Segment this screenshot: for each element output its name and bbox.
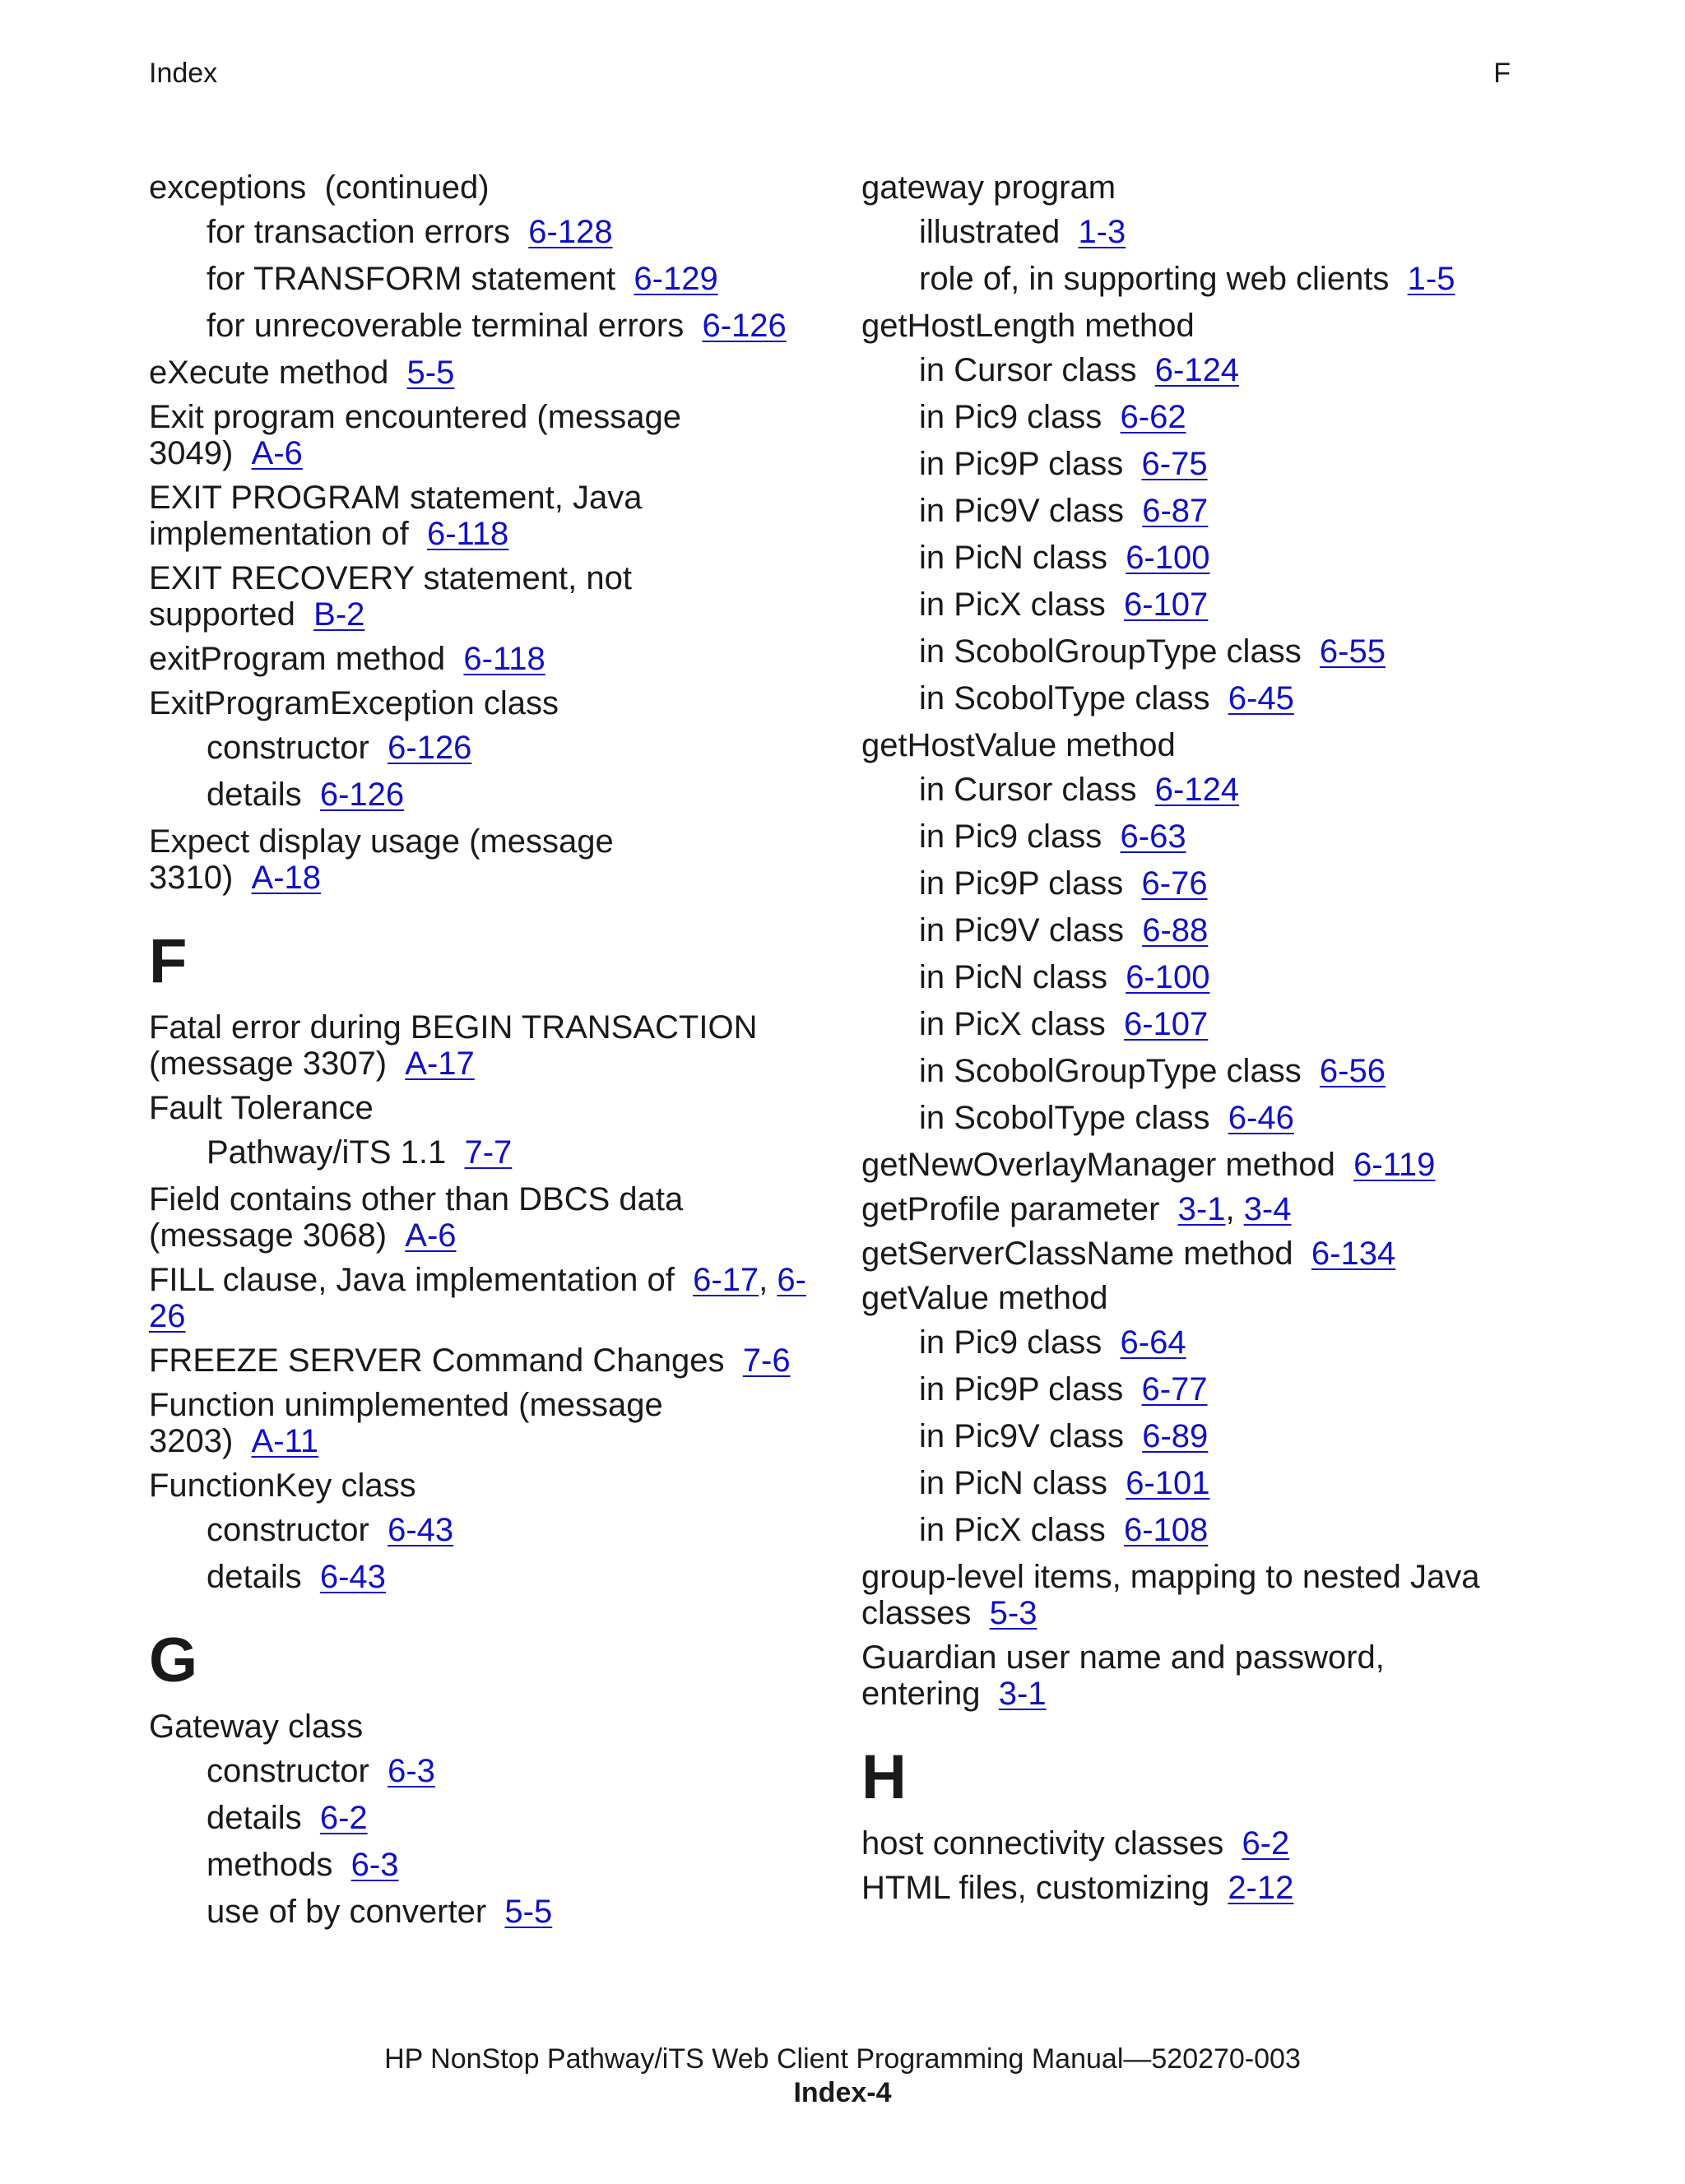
entry-text: Fault Tolerance	[149, 1090, 374, 1126]
index-entry	[149, 685, 824, 721]
index-subentry	[861, 214, 1536, 250]
entry-text: in Pic9 class	[919, 399, 1102, 435]
index-entry	[861, 727, 1536, 763]
entry-text: constructor	[207, 1753, 369, 1789]
page-reference-link[interactable]: 6-124	[1154, 772, 1240, 808]
entry-text: role of, in supporting web clients	[919, 261, 1390, 297]
index-subentry	[149, 1753, 824, 1789]
index-entry	[861, 1639, 1536, 1712]
section-letter-g: G	[149, 1625, 198, 1695]
entry-text: in ScobolGroupType class	[919, 1053, 1302, 1089]
entry-text: Function unimplemented (message 3203)	[149, 1387, 663, 1459]
entry-text: in ScobolType class	[919, 1100, 1210, 1136]
page-reference-link[interactable]: 6-126	[388, 730, 472, 766]
page-reference-link[interactable]: 6-100	[1126, 959, 1210, 995]
entry-text: exitProgram method	[149, 641, 446, 677]
index-column-right	[861, 169, 1536, 1914]
page-reference-link[interactable]: 6-134	[1311, 1236, 1396, 1272]
index-entry	[149, 1342, 824, 1379]
index-subentry	[861, 1006, 1536, 1042]
index-entry	[861, 1236, 1536, 1272]
index-subentry	[861, 959, 1536, 995]
page-footer	[0, 2043, 1685, 2109]
entry-text: getProfile parameter	[861, 1191, 1160, 1227]
page-reference-link[interactable]: 6-62	[1120, 399, 1186, 435]
page-reference-link[interactable]: 6-26	[149, 1262, 806, 1334]
entry-text: illustrated	[919, 214, 1061, 250]
index-entry: getProfile parameter 3-1, 3-4	[861, 1191, 1292, 1227]
entry-text: constructor	[207, 1512, 369, 1548]
entry-text: in PicN class	[919, 1465, 1107, 1501]
index-subentry	[861, 1418, 1536, 1454]
page-reference-link[interactable]: 6-101	[1126, 1465, 1210, 1501]
index-entry	[861, 169, 1536, 206]
index-entry	[149, 641, 824, 677]
entry-text: in Pic9P class	[919, 865, 1124, 902]
section-letter-f: F	[149, 926, 188, 996]
page-reference-link[interactable]: 6-75	[1141, 446, 1208, 482]
page-reference-link[interactable]: 6-87	[1142, 493, 1209, 529]
index-subentry	[861, 680, 1536, 716]
page-reference-link[interactable]: 6-126	[319, 777, 405, 813]
entry-text: in Pic9V class	[919, 912, 1124, 948]
entry-text: in Pic9P class	[919, 1371, 1124, 1407]
page-reference-link[interactable]: 6-77	[1141, 1371, 1208, 1407]
entry-text: constructor	[207, 730, 369, 766]
index-entry	[149, 480, 824, 552]
page-reference-link[interactable]: 6-56	[1319, 1053, 1386, 1089]
index-subentry	[861, 865, 1536, 902]
entry-text: host connectivity classes	[861, 1825, 1224, 1862]
page-reference-link[interactable]: 2-12	[1228, 1870, 1294, 1906]
entry-text: gateway program	[861, 169, 1116, 206]
entry-text: getHostValue method	[861, 727, 1176, 763]
index-subentry	[861, 1100, 1536, 1136]
index-entry	[149, 399, 824, 471]
page-reference-link[interactable]: A-11	[251, 1423, 319, 1459]
page-reference-link[interactable]: 6-129	[634, 261, 718, 297]
page-reference-link[interactable]: 6-43	[388, 1512, 454, 1548]
page-reference-link[interactable]: A-17	[405, 1046, 475, 1082]
index-entry	[149, 355, 824, 391]
entry-text: in Pic9 class	[919, 818, 1102, 855]
page-reference-link[interactable]: 3-4	[1243, 1191, 1292, 1227]
entry-text: FunctionKey class	[149, 1468, 416, 1504]
entry-text: in ScobolGroupType class	[919, 633, 1302, 670]
page-reference-link[interactable]: 6-107	[1123, 1006, 1209, 1042]
page-reference-link[interactable]: 6-128	[528, 214, 613, 250]
page-reference-link[interactable]: 6-88	[1142, 912, 1209, 948]
index-subentry	[861, 399, 1536, 435]
entry-text: getValue method	[861, 1280, 1108, 1316]
index-subentry	[149, 261, 824, 297]
index-subentry	[861, 587, 1536, 623]
index-entry	[149, 560, 824, 633]
entry-text: getNewOverlayManager method	[861, 1147, 1335, 1183]
entry-text: ExitProgramException class	[149, 685, 559, 721]
index-subentry	[861, 446, 1536, 482]
entry-text: in PicN class	[919, 959, 1107, 995]
page-reference-link[interactable]: 6-124	[1154, 352, 1240, 388]
index-subentry	[861, 1053, 1536, 1089]
entry-text: in Pic9V class	[919, 493, 1124, 529]
entry-text: in Pic9 class	[919, 1324, 1102, 1361]
page-reference-link[interactable]: 5-5	[504, 1894, 553, 1930]
entry-text: details	[207, 1559, 302, 1595]
index-subentry	[861, 540, 1536, 576]
page-number: Index-4	[793, 2077, 892, 2108]
page-reference-link[interactable]: 6-2	[319, 1800, 368, 1836]
index-entry	[149, 1009, 824, 1082]
index-subentry	[149, 214, 824, 250]
index-subentry	[149, 730, 824, 766]
entry-text: eXecute method	[149, 355, 389, 391]
index-subentry	[861, 818, 1536, 855]
index-subentry	[861, 1465, 1536, 1501]
page-reference-link[interactable]: A-6	[251, 435, 303, 471]
entry-text: for unrecoverable terminal errors	[207, 308, 685, 344]
entry-text: FILL clause, Java implementation of	[149, 1262, 675, 1298]
entry-text: getHostLength method	[861, 308, 1195, 344]
entry-text: in PicX class	[919, 1512, 1106, 1548]
index-entry	[861, 1870, 1536, 1906]
page-reference-link[interactable]: 6-108	[1123, 1512, 1209, 1548]
index-subentry	[149, 777, 824, 813]
index-subentry	[861, 352, 1536, 388]
page-reference-link[interactable]: 6-64	[1120, 1324, 1186, 1361]
entry-text: in Cursor class	[919, 352, 1137, 388]
running-header-section: Index	[149, 58, 218, 89]
index-subentry	[149, 1134, 824, 1171]
page-reference-link[interactable]: 6-76	[1141, 865, 1208, 902]
index-entry	[861, 1559, 1536, 1631]
page-reference-link[interactable]: 6-3	[350, 1847, 399, 1883]
page-reference-link[interactable]: 5-5	[406, 355, 455, 391]
page-reference-link[interactable]: 6-63	[1120, 818, 1186, 855]
index-entry	[861, 1147, 1536, 1183]
section-letter-h: H	[861, 1742, 907, 1812]
index-entry	[149, 1468, 824, 1504]
entry-text: methods	[207, 1847, 333, 1883]
entry-text: details	[207, 777, 302, 813]
index-entry	[149, 1181, 824, 1254]
index-entry	[861, 1280, 1536, 1316]
index-entry	[149, 1090, 824, 1126]
entry-text: in PicX class	[919, 587, 1106, 623]
entry-text: getServerClassName method	[861, 1236, 1293, 1272]
entry-text: Fatal error during BEGIN TRANSACTION (message 3307)	[149, 1009, 758, 1082]
entry-text: group-level items, mapping to nested Java classes	[861, 1559, 1480, 1631]
page-reference-link[interactable]: 6-89	[1142, 1418, 1209, 1454]
entry-text: FREEZE SERVER Command Changes	[149, 1342, 725, 1379]
index-entry	[149, 169, 824, 206]
index-entry	[861, 308, 1536, 344]
entry-text: use of by converter	[207, 1894, 487, 1930]
page-reference-link[interactable]: 6-118	[426, 516, 509, 552]
index-subentry	[149, 1894, 824, 1930]
index-subentry	[861, 912, 1536, 948]
index-subentry	[861, 261, 1536, 297]
page-reference-link[interactable]: B-2	[313, 596, 365, 633]
entry-text: in PicX class	[919, 1006, 1106, 1042]
page-reference-link[interactable]: 6-119	[1353, 1147, 1436, 1183]
entry-text: for TRANSFORM statement	[207, 261, 616, 297]
page-reference-link[interactable]: 6-100	[1126, 540, 1210, 576]
index-entry	[149, 823, 824, 896]
entry-text: EXIT PROGRAM statement, Java implementation of	[149, 480, 643, 552]
index-entry	[149, 1709, 824, 1745]
entry-text: in Cursor class	[919, 772, 1137, 808]
entry-text: in Pic9V class	[919, 1418, 1124, 1454]
page-reference-link[interactable]: 1-3	[1078, 214, 1126, 250]
page-reference-link[interactable]: 1-5	[1407, 261, 1455, 297]
index-subentry	[861, 1512, 1536, 1548]
page-reference-link[interactable]: 3-1	[1177, 1191, 1226, 1227]
page-reference-link[interactable]: 5-3	[989, 1595, 1037, 1631]
index-subentry	[861, 772, 1536, 808]
index-entry: FILL clause, Java implementation of 6-17, 6-26	[149, 1262, 806, 1334]
page-reference-link[interactable]: 6-2	[1242, 1825, 1290, 1862]
entry-text: for transaction errors	[207, 214, 511, 250]
page-reference-link[interactable]: 6-43	[319, 1559, 386, 1595]
entry-text: Field contains other than DBCS data (message 3068)	[149, 1181, 684, 1254]
page-reference-link[interactable]: 6-126	[702, 308, 787, 344]
index-subentry	[149, 1512, 824, 1548]
page-reference-link[interactable]: A-6	[405, 1217, 457, 1254]
entry-text: details	[207, 1800, 302, 1836]
index-subentry	[149, 1847, 824, 1883]
running-header-letter: F	[1493, 58, 1511, 89]
entry-text: in ScobolType class	[919, 680, 1210, 716]
index-subentry	[149, 308, 824, 344]
manual-title: HP NonStop Pathway/iTS Web Client Programming Manual—520270-003	[384, 2043, 1301, 2075]
entry-text: exceptions (continued)	[149, 169, 490, 206]
page-reference-link[interactable]: 6-55	[1319, 633, 1386, 670]
index-entry	[149, 1387, 824, 1459]
index-subentry	[861, 1324, 1536, 1361]
entry-text: in Pic9P class	[919, 446, 1124, 482]
entry-text: Gateway class	[149, 1709, 364, 1745]
index-subentry	[149, 1559, 824, 1595]
page-reference-link[interactable]: 7-7	[464, 1134, 513, 1171]
index-subentry	[149, 1800, 824, 1836]
index-column-left	[149, 169, 824, 1941]
entry-text: Pathway/iTS 1.1	[207, 1134, 447, 1171]
page-reference-link[interactable]: 6-17	[693, 1262, 759, 1298]
index-subentry	[861, 1371, 1536, 1407]
page-reference-link[interactable]: 6-45	[1228, 680, 1294, 716]
page-reference-link[interactable]: A-18	[251, 860, 322, 896]
page-reference-link[interactable]: 6-46	[1228, 1100, 1294, 1136]
page-reference-link[interactable]: 6-3	[388, 1753, 435, 1789]
entry-text: Expect display usage (message 3310)	[149, 823, 614, 896]
page-reference-link[interactable]: 7-6	[742, 1342, 791, 1379]
page-reference-link[interactable]: 3-1	[998, 1676, 1047, 1712]
index-subentry	[861, 633, 1536, 670]
page-reference-link[interactable]: 6-107	[1123, 587, 1209, 623]
entry-text: in PicN class	[919, 540, 1107, 576]
entry-text: Exit program encountered (message 3049)	[149, 399, 681, 471]
page-reference-link[interactable]: 6-118	[463, 641, 545, 677]
entry-text: Guardian user name and password, entering	[861, 1639, 1385, 1712]
index-subentry	[861, 493, 1536, 529]
entry-text: EXIT RECOVERY statement, not supported	[149, 560, 632, 633]
index-entry	[861, 1825, 1536, 1862]
entry-text: HTML files, customizing	[861, 1870, 1210, 1906]
